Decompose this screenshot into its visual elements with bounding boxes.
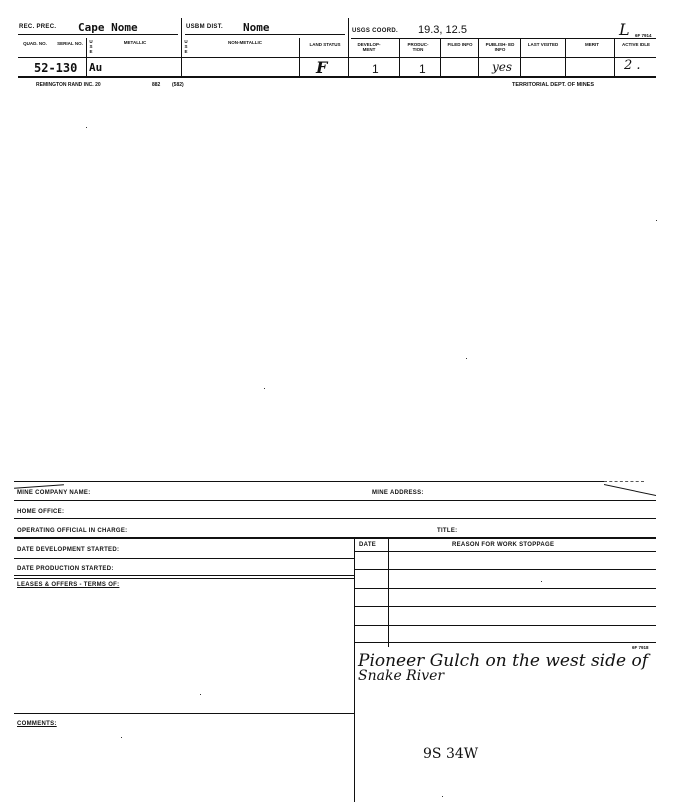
top-footer-code-b: (582) bbox=[172, 82, 184, 88]
last-visited-header: LAST VISITED bbox=[527, 42, 559, 47]
leases-offers-label: LEASES & OFFERS - TERMS OF: bbox=[17, 582, 120, 588]
usgs-coord-label: USGS COORD. bbox=[352, 28, 398, 34]
mine-address-label: MINE ADDRESS: bbox=[372, 490, 424, 496]
note-line-2: Snake River bbox=[358, 668, 445, 684]
serial-no-header: SERIAL NO. bbox=[57, 41, 83, 46]
quad-no-header: QUAD. NO. bbox=[23, 41, 47, 46]
home-office-label: HOME OFFICE: bbox=[17, 509, 65, 515]
published-info-value: yes bbox=[492, 60, 513, 74]
quad-serial-value: 52-130 bbox=[34, 61, 78, 75]
reason-column-header: REASON FOR WORK STOPPAGE bbox=[452, 542, 555, 548]
active-idle-header: ACTIVE IDLE bbox=[621, 42, 650, 47]
metallic-value: Au bbox=[89, 61, 103, 74]
production-header: PRODUC- TION bbox=[407, 42, 429, 52]
top-footer-left: REMINGTON RAND INC. 20 bbox=[36, 82, 101, 88]
usgs-coord-value: 19.3, 12.5 bbox=[418, 24, 467, 36]
comments-label: COMMENTS: bbox=[17, 721, 57, 727]
development-value: 1 bbox=[372, 62, 379, 76]
date-development-label: DATE DEVELOPMENT STARTED: bbox=[17, 547, 120, 553]
usbm-dist-value: Nome bbox=[243, 21, 270, 34]
bottom-form-number: 6F 7918 bbox=[632, 645, 649, 650]
published-info-header: PUBLISH- ED INFO bbox=[485, 42, 515, 52]
title-label: TITLE: bbox=[437, 528, 458, 534]
active-idle-value: 2 . bbox=[624, 58, 641, 73]
filed-info-header: FILED INFO bbox=[447, 42, 473, 47]
use-code-a-header: U S E bbox=[89, 39, 93, 54]
mine-company-name-label: MINE COMPANY NAME: bbox=[17, 490, 91, 496]
note-line-1: Pioneer Gulch on the west side of bbox=[358, 651, 648, 671]
merit-header: MERIT bbox=[585, 42, 599, 47]
land-status-header: LAND STATUS bbox=[309, 42, 341, 47]
top-form-number: 6F 7914 bbox=[635, 33, 652, 38]
production-value: 1 bbox=[419, 62, 426, 76]
top-footer-right: TERRITORIAL DEPT. OF MINES bbox=[512, 82, 594, 88]
date-production-label: DATE PRODUCTION STARTED: bbox=[17, 566, 114, 572]
land-status-value: F bbox=[316, 58, 328, 77]
use-code-b-header: U S E bbox=[184, 39, 188, 54]
date-column-header: DATE bbox=[359, 542, 377, 548]
non-metallic-header: NON-METALLIC bbox=[228, 40, 262, 45]
rec-prec-value: Cape Nome bbox=[78, 21, 138, 34]
rec-prec-label: REC. PREC. bbox=[19, 24, 57, 30]
card-letter: L bbox=[619, 20, 630, 39]
usbm-dist-label: USBM DIST. bbox=[186, 24, 224, 30]
location-value: 9S 34W bbox=[423, 746, 479, 762]
development-header: DEVELOP- MENT bbox=[357, 42, 381, 52]
top-footer-code-a: 882 bbox=[152, 82, 161, 88]
metallic-header: METALLIC bbox=[123, 40, 147, 45]
operating-official-label: OPERATING OFFICIAL IN CHARGE: bbox=[17, 528, 128, 534]
